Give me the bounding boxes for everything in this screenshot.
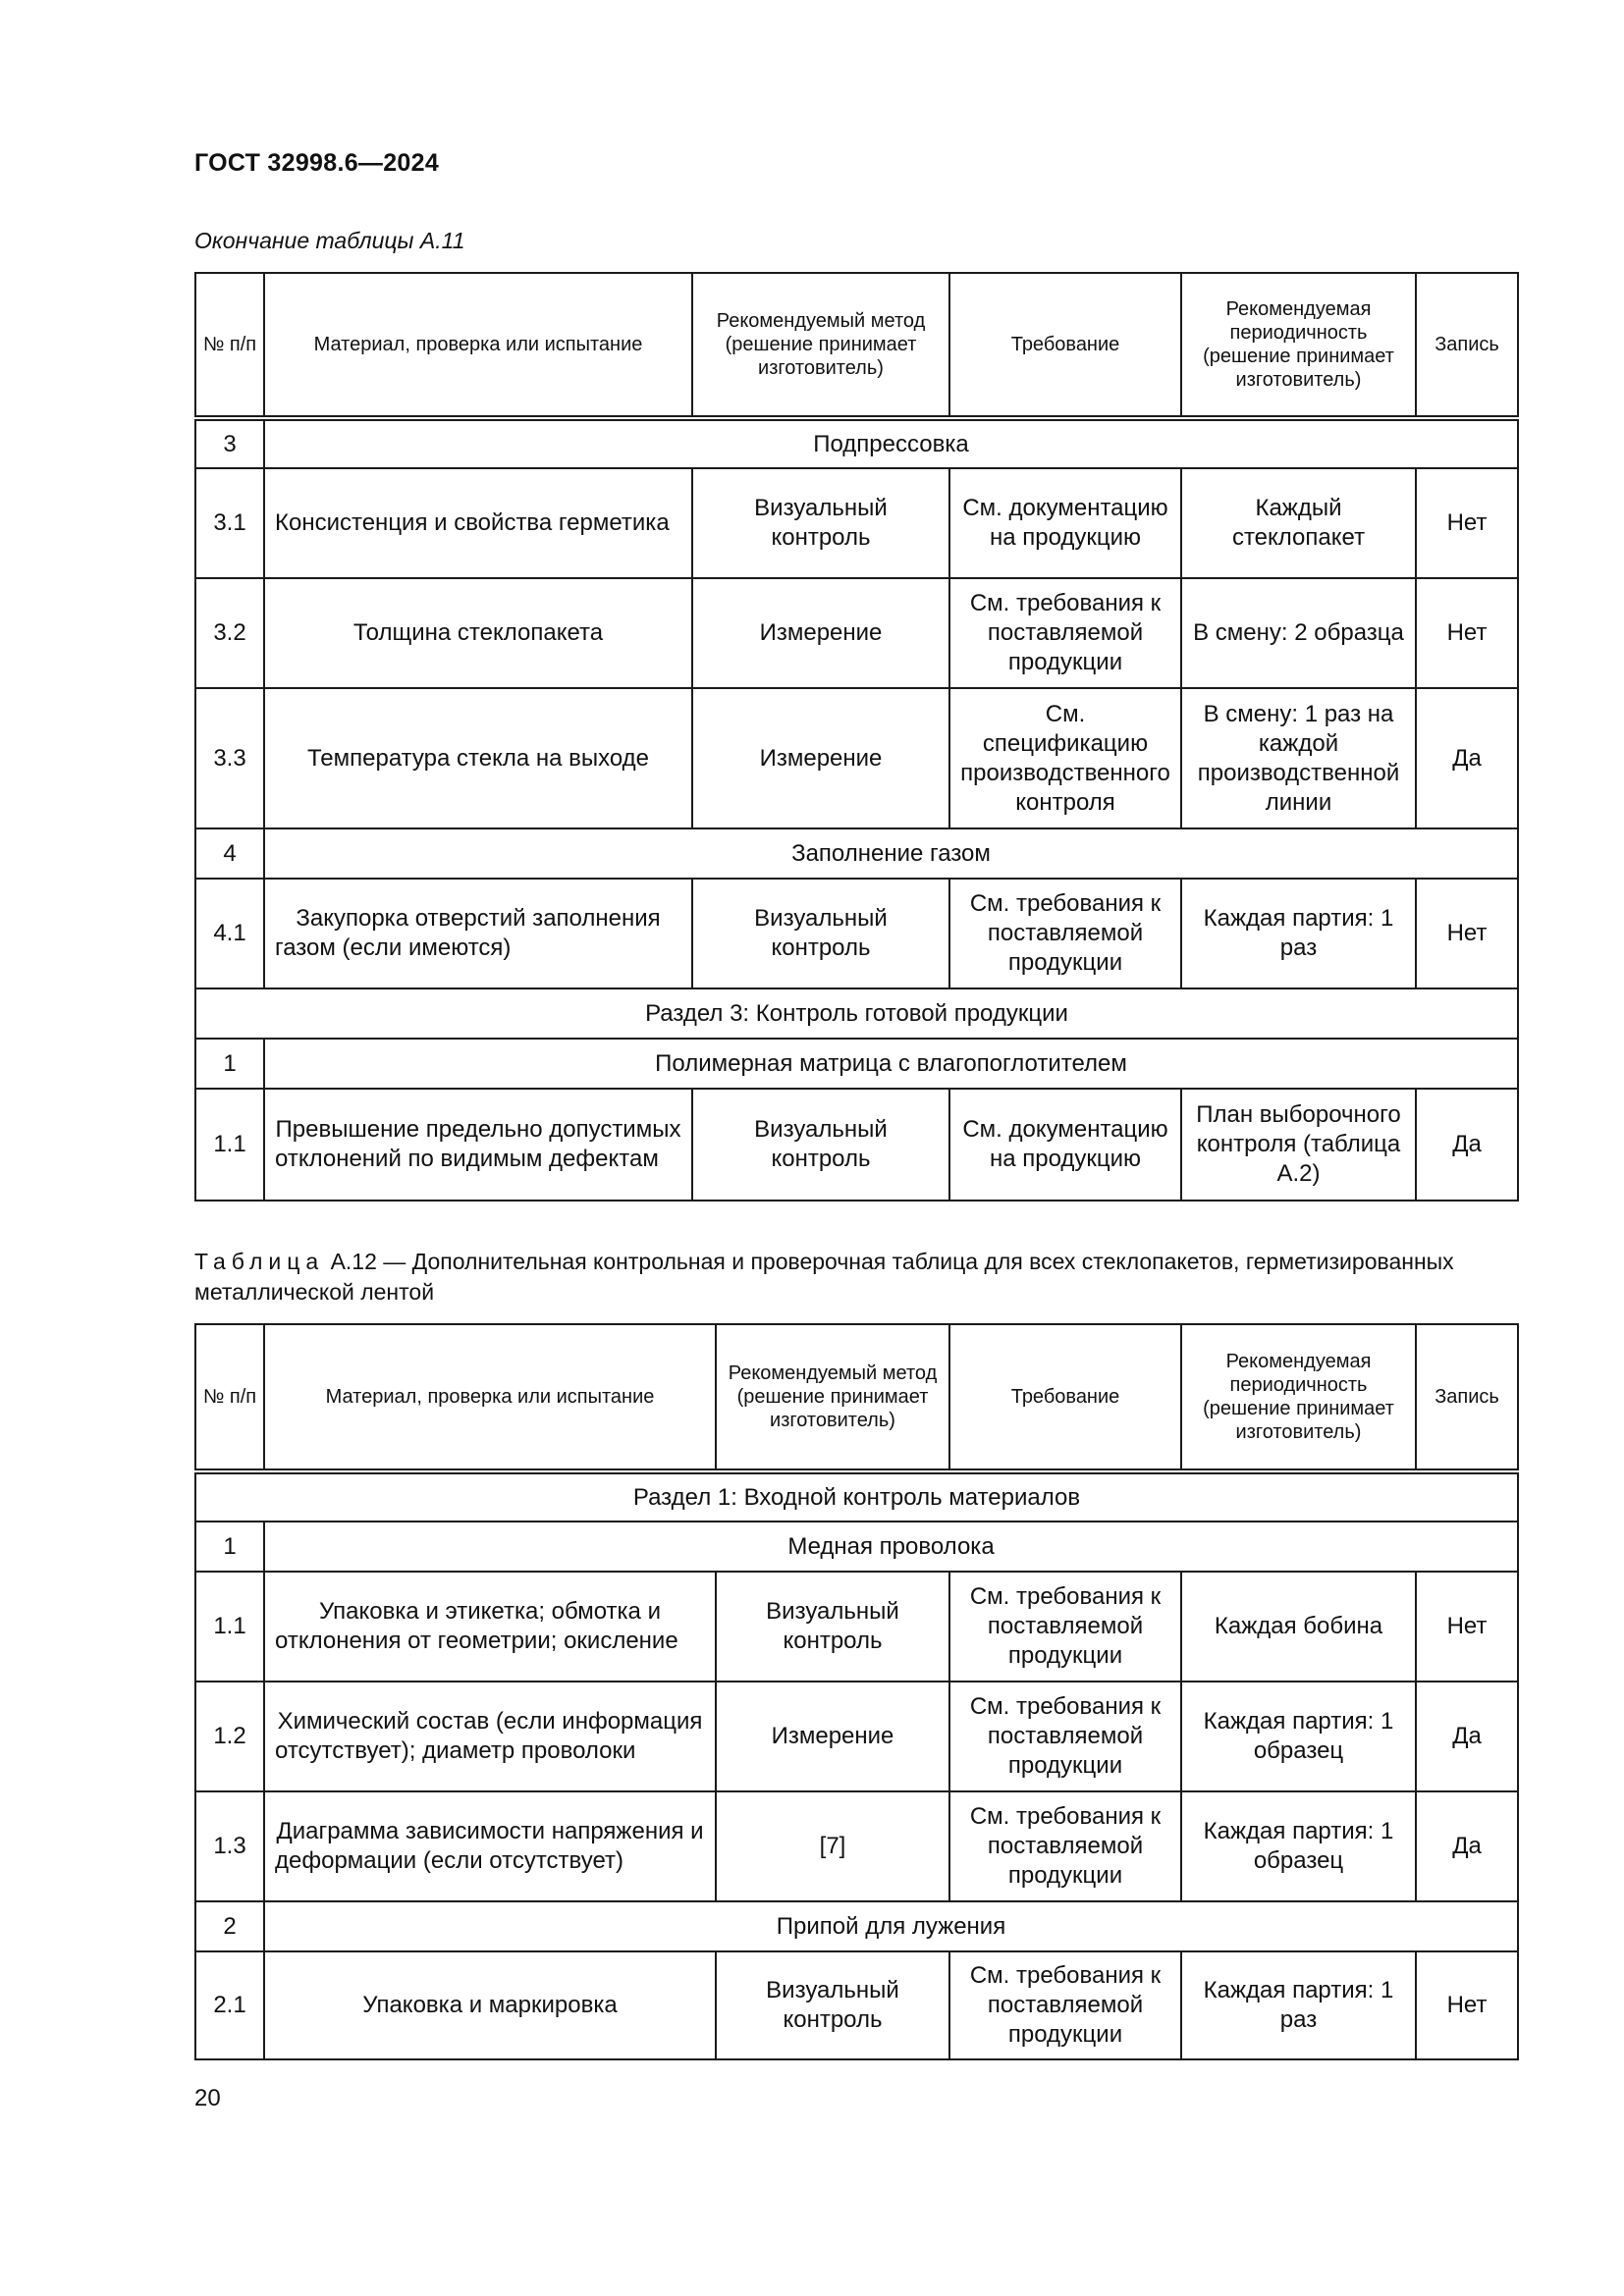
section-title: Раздел 3: Контроль готовой продукции bbox=[195, 988, 1518, 1039]
row-num: 2 bbox=[195, 1901, 264, 1951]
row-num: 3.1 bbox=[195, 468, 264, 578]
row-num: 4 bbox=[195, 828, 264, 879]
col-header-requirement: Требование bbox=[949, 1324, 1181, 1471]
table-header-row bbox=[195, 273, 1518, 418]
col-header-periodicity: Рекомендуемая периодичность (решение принимает изготовитель) bbox=[1181, 1324, 1416, 1471]
row-periodicity: Каждая партия: 1 раз bbox=[1181, 1951, 1416, 2059]
row-periodicity: План выборочного контроля (таблица А.2) bbox=[1181, 1089, 1416, 1201]
row-item: Температура стекла на выходе bbox=[264, 688, 692, 828]
row-item: Превышение предельно допустимых отклонений по видимым дефектам bbox=[264, 1089, 692, 1201]
row-periodicity: В смену: 2 образца bbox=[1181, 578, 1416, 688]
table-a11 bbox=[194, 272, 1519, 1201]
row-method: Визуальный контроль bbox=[716, 1572, 949, 1682]
row-item: Диаграмма зависимости напряжения и деформации (если отсутствует) bbox=[264, 1791, 716, 1901]
row-requirement: См. требования к поставляемой продукции bbox=[949, 578, 1181, 688]
row-num: 1.1 bbox=[195, 1572, 264, 1682]
table-row bbox=[195, 1522, 1518, 1572]
row-method: Визуальный контроль bbox=[692, 1089, 949, 1201]
row-record: Нет bbox=[1416, 1572, 1518, 1682]
col-header-method: Рекомендуемый метод (решение принимает изготовитель) bbox=[692, 273, 949, 418]
row-periodicity: Каждая партия: 1 образец bbox=[1181, 1682, 1416, 1791]
table-a12-caption-text: А.12 — Дополнительная контрольная и проверочная таблица для всех стеклопакетов, герметизированных металлической лентой bbox=[194, 1249, 1454, 1305]
row-num: 1.1 bbox=[195, 1089, 264, 1201]
col-header-item: Материал, проверка или испытание bbox=[264, 273, 692, 418]
row-record: Нет bbox=[1416, 879, 1518, 988]
row-requirement: См. требования к поставляемой продукции bbox=[949, 1791, 1181, 1901]
row-requirement: См. требования к поставляемой продукции bbox=[949, 1682, 1181, 1791]
row-record: Да bbox=[1416, 1791, 1518, 1901]
row-method: Измерение bbox=[716, 1682, 949, 1791]
row-record: Да bbox=[1416, 1682, 1518, 1791]
row-group-title: Заполнение газом bbox=[264, 828, 1518, 879]
table-a12-caption bbox=[194, 1247, 1516, 1308]
row-periodicity: Каждая бобина bbox=[1181, 1572, 1416, 1682]
row-item: Упаковка и маркировка bbox=[264, 1951, 716, 2059]
row-num: 1 bbox=[195, 1039, 264, 1089]
table-row bbox=[195, 468, 1518, 578]
table-header-row bbox=[195, 1324, 1518, 1471]
row-method: Измерение bbox=[692, 578, 949, 688]
row-requirement: См. требования к поставляемой продукции bbox=[949, 879, 1181, 988]
section-row bbox=[195, 988, 1518, 1039]
row-periodicity: Каждая партия: 1 образец bbox=[1181, 1791, 1416, 1901]
col-header-record: Запись bbox=[1416, 273, 1518, 418]
row-num: 1.2 bbox=[195, 1682, 264, 1791]
row-group-title: Медная проволока bbox=[264, 1522, 1518, 1572]
table-a12 bbox=[194, 1323, 1519, 2060]
row-method: [7] bbox=[716, 1791, 949, 1901]
col-header-num: № п/п bbox=[195, 273, 264, 418]
row-item: Консистенция и свойства герметика bbox=[264, 468, 692, 578]
col-header-method: Рекомендуемый метод (решение принимает изготовитель) bbox=[716, 1324, 949, 1471]
row-num: 3.3 bbox=[195, 688, 264, 828]
table-row bbox=[195, 1089, 1518, 1201]
table-row bbox=[195, 828, 1518, 879]
row-requirement: См. документацию на продукцию bbox=[949, 468, 1181, 578]
table-row bbox=[195, 1039, 1518, 1089]
row-requirement: См. требования к поставляемой продукции bbox=[949, 1572, 1181, 1682]
table-row bbox=[195, 1951, 1518, 2059]
col-header-record: Запись bbox=[1416, 1324, 1518, 1471]
row-requirement: См. документацию на продукцию bbox=[949, 1089, 1181, 1201]
row-num: 3 bbox=[195, 418, 264, 468]
document-id: ГОСТ 32998.6—2024 bbox=[194, 149, 440, 177]
row-record: Да bbox=[1416, 1089, 1518, 1201]
row-requirement: См. требования к поставляемой продукции bbox=[949, 1951, 1181, 2059]
row-method: Визуальный контроль bbox=[716, 1951, 949, 2059]
table-row bbox=[195, 1901, 1518, 1951]
row-num: 2.1 bbox=[195, 1951, 264, 2059]
table-row bbox=[195, 578, 1518, 688]
table-row bbox=[195, 688, 1518, 828]
table-row bbox=[195, 1682, 1518, 1791]
row-group-title: Припой для лужения bbox=[264, 1901, 1518, 1951]
table-row bbox=[195, 1791, 1518, 1901]
row-num: 3.2 bbox=[195, 578, 264, 688]
row-requirement: См. спецификацию производственного контроля bbox=[949, 688, 1181, 828]
table-a12-caption-prefix: Таблица bbox=[194, 1249, 325, 1274]
row-item: Химический состав (если информация отсутствует); диаметр проволоки bbox=[264, 1682, 716, 1791]
row-group-title: Полимерная матрица с влагопоглотителем bbox=[264, 1039, 1518, 1089]
section-row bbox=[195, 1471, 1518, 1522]
col-header-requirement: Требование bbox=[949, 273, 1181, 418]
row-record: Нет bbox=[1416, 468, 1518, 578]
table-row bbox=[195, 1572, 1518, 1682]
row-record: Нет bbox=[1416, 578, 1518, 688]
col-header-num: № п/п bbox=[195, 1324, 264, 1471]
row-method: Измерение bbox=[692, 688, 949, 828]
row-record: Да bbox=[1416, 688, 1518, 828]
row-num: 1.3 bbox=[195, 1791, 264, 1901]
table-row bbox=[195, 418, 1518, 468]
row-item: Упаковка и этикетка; обмотка и отклонения от геометрии; окисление bbox=[264, 1572, 716, 1682]
col-header-item: Материал, проверка или испытание bbox=[264, 1324, 716, 1471]
row-periodicity: В смену: 1 раз на каждой производственной линии bbox=[1181, 688, 1416, 828]
row-item: Толщина стеклопакета bbox=[264, 578, 692, 688]
row-periodicity: Каждый стеклопакет bbox=[1181, 468, 1416, 578]
row-num: 1 bbox=[195, 1522, 264, 1572]
row-item: Закупорка отверстий заполнения газом (если имеются) bbox=[264, 879, 692, 988]
row-record: Нет bbox=[1416, 1951, 1518, 2059]
row-periodicity: Каждая партия: 1 раз bbox=[1181, 879, 1416, 988]
table-a11-caption: Окончание таблицы А.11 bbox=[194, 228, 465, 253]
section-title: Раздел 1: Входной контроль материалов bbox=[195, 1471, 1518, 1522]
row-method: Визуальный контроль bbox=[692, 468, 949, 578]
col-header-periodicity: Рекомендуемая периодичность (решение принимает изготовитель) bbox=[1181, 273, 1416, 418]
row-num: 4.1 bbox=[195, 879, 264, 988]
page-number: 20 bbox=[194, 2085, 221, 2111]
table-row bbox=[195, 879, 1518, 988]
row-method: Визуальный контроль bbox=[692, 879, 949, 988]
row-group-title: Подпрессовка bbox=[264, 418, 1518, 468]
